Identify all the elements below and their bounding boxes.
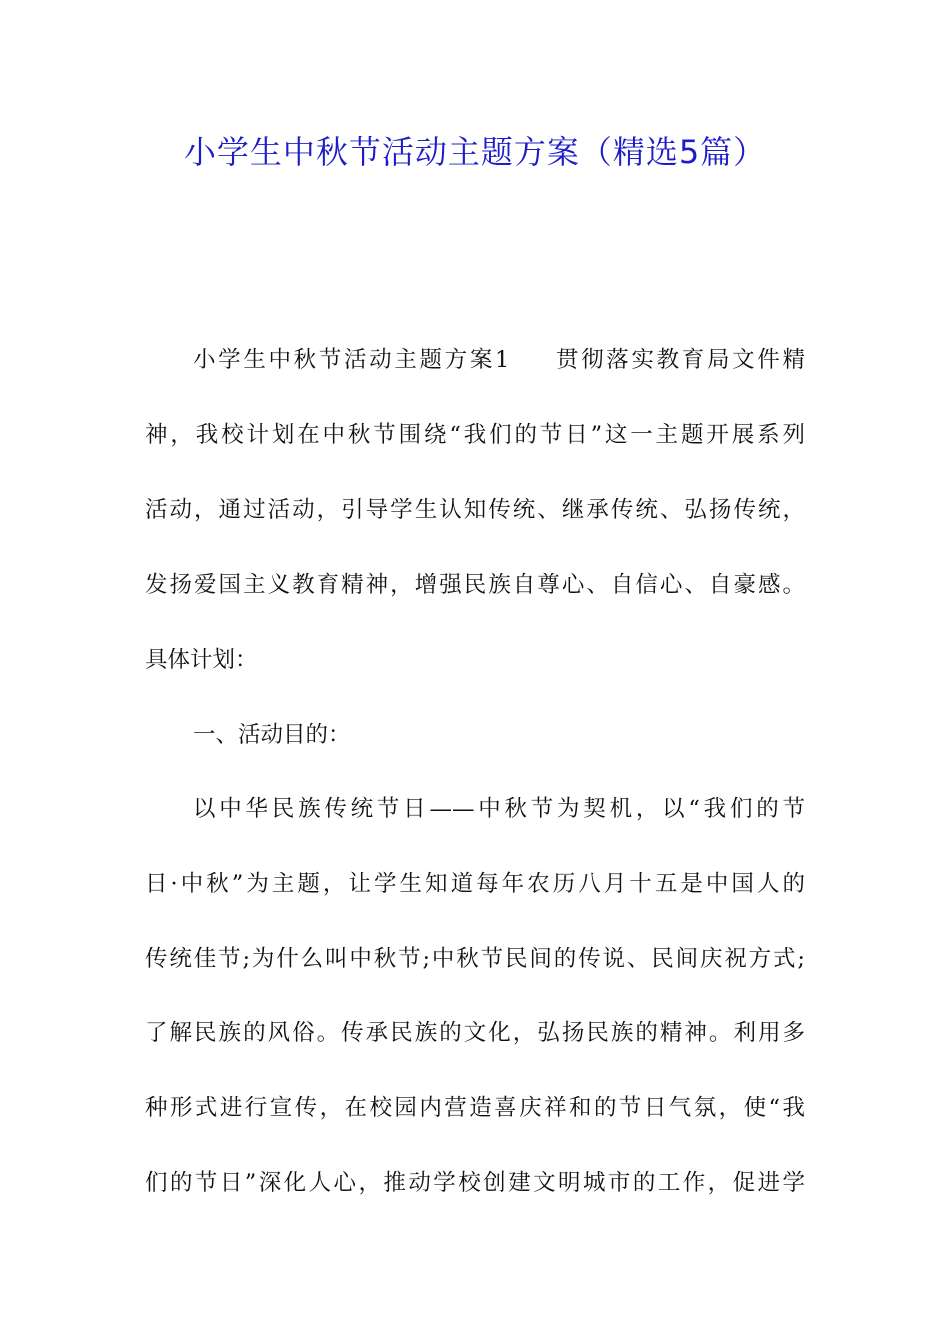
paragraph-line: 具体计划： [145,647,258,673]
paragraph-line [193,343,805,377]
paragraph-line: 们的节日”深化人心，推动学校创建文明城市的工作，促进学 [145,1170,805,1196]
paragraph-line: 活动，通过活动，引导学生认知传统、继承传统、弘扬传统， [145,497,805,523]
paragraph-line: 传统佳节;为什么叫中秋节;中秋节民间的传说、民间庆祝方式; [145,946,805,972]
paragraph-line: 神，我校计划在中秋节围绕“我们的节日”这一主题开展系列 [145,422,805,448]
section-heading: 一、活动目的： [193,722,351,748]
paragraph-text: 贯彻落实教育局文件精 [553,347,805,373]
paragraph-line: 种形式进行宣传，在校园内营造喜庆祥和的节日气氛，使“我 [145,1095,805,1121]
document-title: 小学生中秋节活动主题方案（精选5篇） [183,133,767,171]
paragraph-line: 了解民族的风俗。传承民族的文化，弘扬民族的精神。利用多 [145,1020,805,1046]
section-heading: 小学生中秋节活动主题方案1 [193,347,510,373]
paragraph-line: 以中华民族传统节日——中秋节为契机，以“我们的节 [193,796,805,822]
paragraph-line: 发扬爱国主义教育精神，增强民族自尊心、自信心、自豪感。 [145,572,805,598]
paragraph-line: 日·中秋”为主题，让学生知道每年农历八月十五是中国人的 [145,871,805,897]
